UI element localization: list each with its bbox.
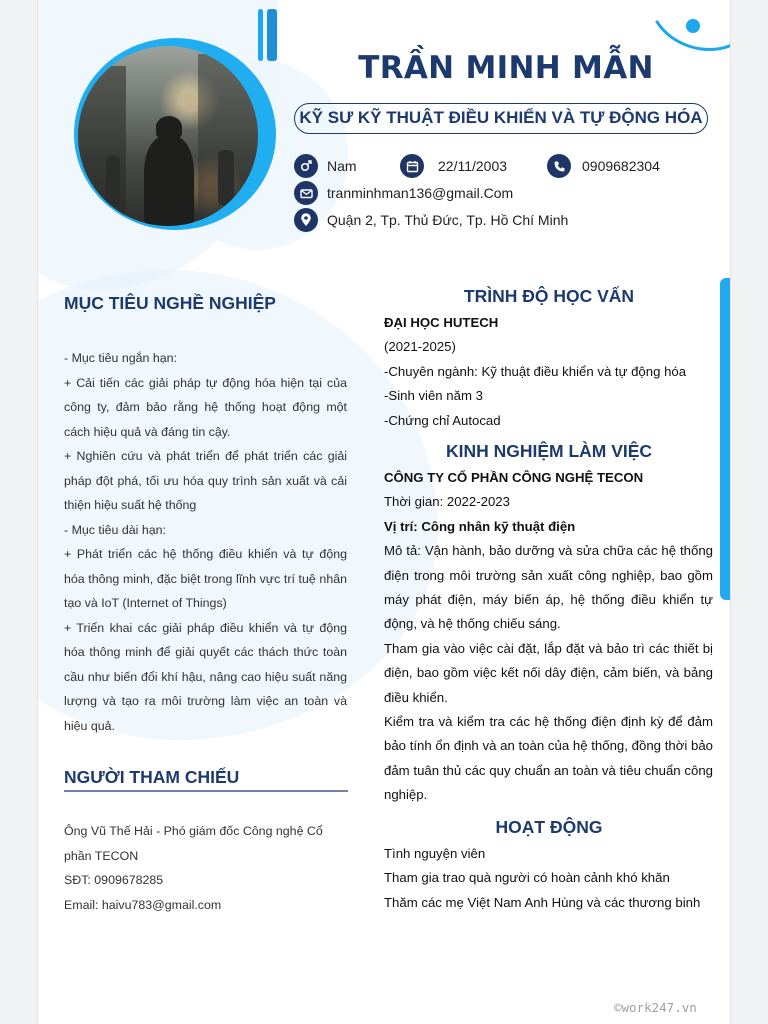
objective-line: + Nghiên cứu và phát triển để phát triển các giải pháp đột phá, tối ưu hóa quy trình sản xuất và cải thiện hiệu suất hệ thống [64, 449, 347, 512]
reference-line: Ông Vũ Thế Hải - Phó giám đốc Công nghệ Cổ phần TECON [64, 824, 323, 863]
experience-position: Vị trí: Công nhân kỹ thuật điện [384, 518, 576, 534]
objective-line: - Mục tiêu dài hạn: [64, 522, 166, 537]
experience-heading: KINH NGHIỆM LÀM VIỆC [445, 441, 653, 461]
objective-line: + Triển khai các giải pháp điều khiển và tự động hóa thông minh để giải quyết các thách thức toàn cầu như biến đổi khí hậu, nâng cao hiệu suất năng lượng và tạo ra môi trường làm việc an toàn và hiệu quả. [64, 620, 347, 733]
profile-photo [78, 46, 258, 226]
address-info [294, 208, 568, 232]
phone-value: 0909682304 [582, 158, 660, 174]
education-line: -Chứng chỉ Autocad [384, 412, 501, 428]
objective-line: + Phát triển các hệ thống điều khiển và tự động hóa thông minh, đặc biệt trong lĩnh vực trí tuệ nhân tạo và IoT (Internet of Things) [64, 547, 347, 610]
address-value: Quận 2, Tp. Thủ Đức, Tp. Hồ Chí Minh [327, 212, 569, 228]
birthdate-value: 22/11/2003 [438, 158, 508, 174]
experience-line: Tham gia vào việc cài đặt, lắp đặt và bảo trì các thiết bị điện, bao gồm việc kết nối dây điện, cảm biến, và bảng điều khiển. [384, 640, 713, 705]
experience-line: Kiểm tra và kiểm tra các hệ thống điện định kỳ để đảm bảo tính ổn định và an toàn của hệ thống, đồng thời bảo đảm tuân thủ các quy chuẩn an toàn và tiêu chuẩn công nghiệp. [384, 714, 713, 803]
company-name: CÔNG TY CỔ PHẦN CÔNG NGHỆ TECON [384, 470, 644, 485]
activity-item: Tình nguyện viên [384, 846, 486, 861]
gender-icon [294, 154, 318, 178]
decor-bar-thick [267, 9, 277, 61]
education-line: -Sinh viên năm 3 [384, 388, 483, 404]
objective-heading: MỤC TIÊU NGHỀ NGHIỆP [64, 293, 276, 313]
calendar-icon [400, 154, 424, 178]
education-heading: TRÌNH ĐỘ HỌC VẤN [463, 286, 635, 306]
email-icon [294, 181, 318, 205]
experience-period: Thời gian: 2022-2023 [384, 494, 510, 510]
gender-value: Nam [327, 158, 357, 174]
decor-bar-thin [258, 9, 263, 61]
full-name: TRẦN MINH MẪN [358, 50, 654, 86]
reference-heading: NGƯỜI THAM CHIẾU [64, 767, 240, 787]
email-info [294, 181, 513, 205]
reference-divider [64, 790, 348, 792]
activities-section [384, 842, 713, 915]
decor-corner-dot [686, 19, 700, 33]
experience-section [384, 466, 713, 808]
phone-icon [547, 154, 571, 178]
gender-info [294, 154, 357, 178]
objective-line: - Mục tiêu ngắn hạn: [64, 351, 177, 365]
objective-line: + Cải tiến các giải pháp tự động hóa hiện tại của công ty, đảm bảo rằng hệ thống hoạt động một cách hiệu quả và đáng tin cậy. [64, 375, 347, 439]
cv-page [37, 0, 731, 1024]
reference-line: Email: haivu783@gmail.com [64, 897, 222, 912]
decor-side-bar [720, 278, 731, 600]
job-title: KỸ SƯ KỸ THUẬT ĐIỀU KHIỂN VÀ TỰ ĐỘNG HÓA [294, 103, 708, 134]
objective-section [64, 346, 347, 738]
watermark: ©work247.vn [614, 1000, 697, 1015]
reference-line: SĐT: 0909678285 [64, 873, 164, 887]
activity-item: Thăm các mẹ Việt Nam Anh Hùng và các thương binh [384, 894, 701, 910]
education-line: (2021-2025) [384, 339, 456, 355]
reference-section [64, 819, 348, 917]
experience-line: Mô tả: Vận hành, bảo dưỡng và sửa chữa các hệ thống điện trong môi trường sản xuất công nghiệp, bao gồm máy phát điện, máy biến áp, hệ thống điều khiển tự động, và hệ thống chiếu sáng. [384, 543, 713, 632]
activities-heading: HOẠT ĐỘNG [495, 817, 603, 837]
education-line: -Chuyên ngành: Kỹ thuật điều khiển và tự động hóa [384, 363, 687, 379]
school-name: ĐẠI HỌC HUTECH [384, 315, 499, 330]
email-value: tranminhman136@gmail.Com [327, 185, 514, 201]
education-section [384, 311, 713, 433]
activity-item: Tham gia trao quà người có hoàn cảnh khó khăn [384, 870, 670, 886]
phone-info [547, 154, 660, 178]
location-icon [294, 208, 318, 232]
birthdate-info [400, 154, 507, 178]
